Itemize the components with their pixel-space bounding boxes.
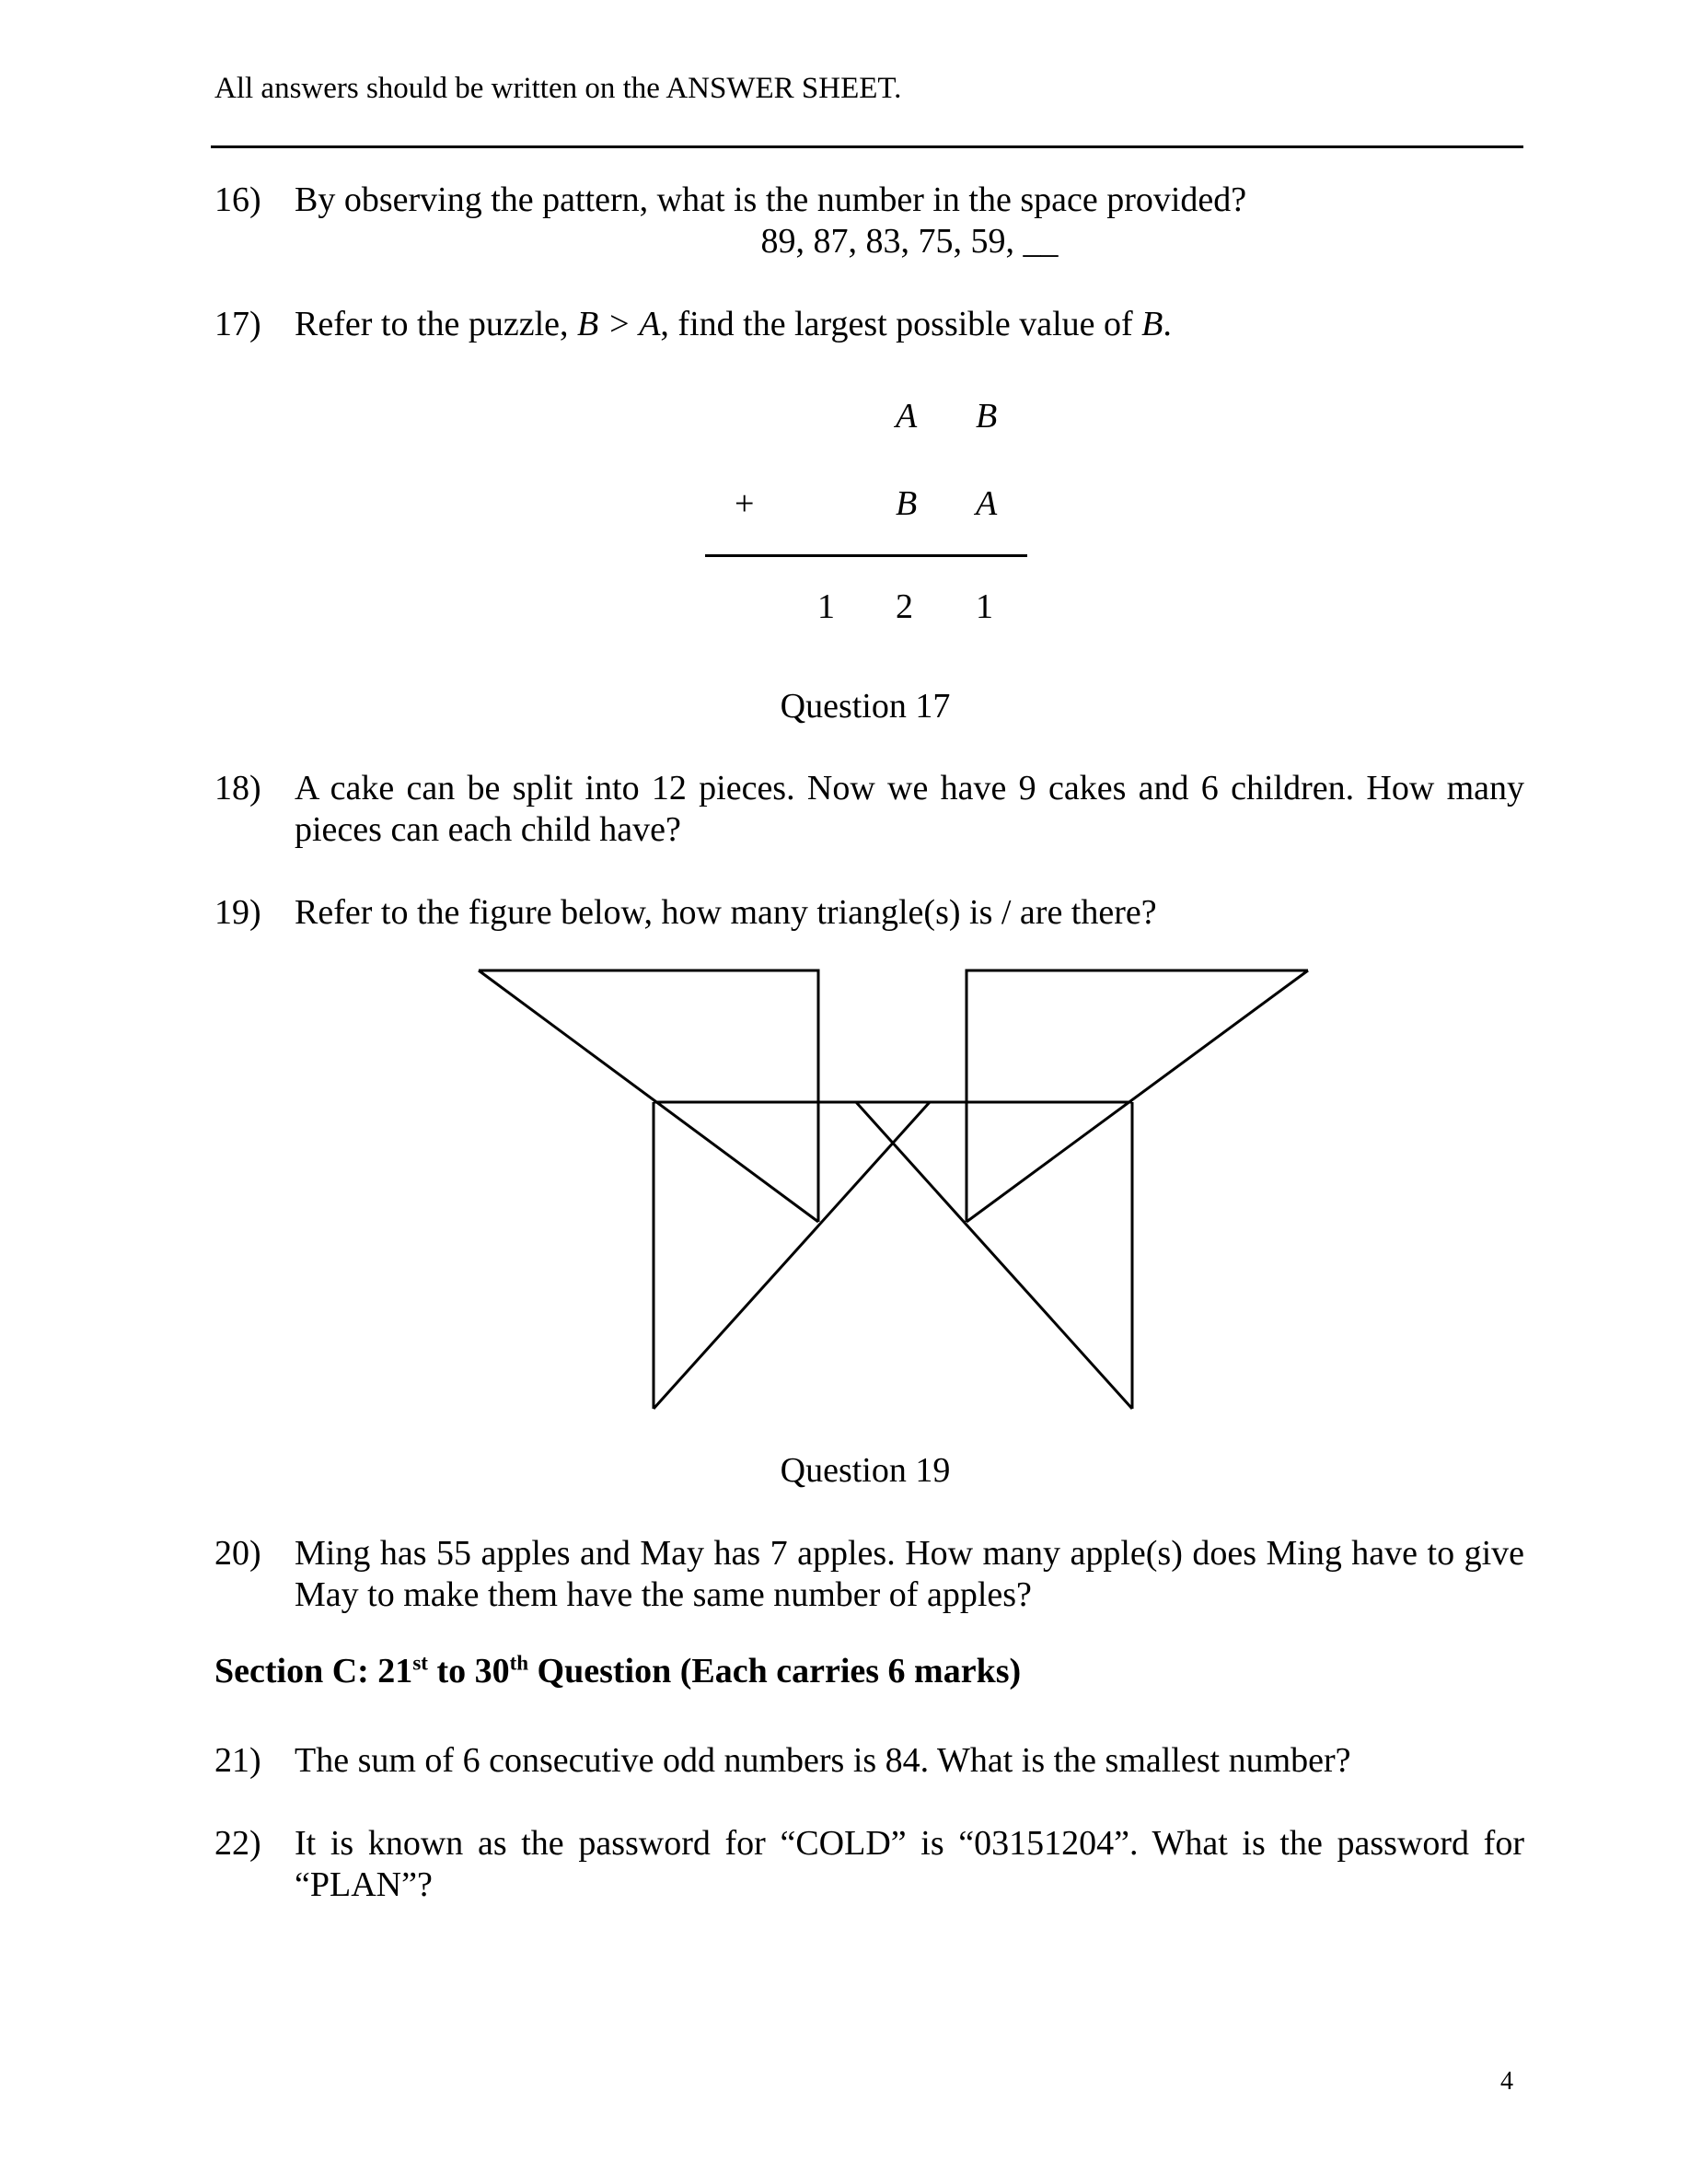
question-number: 16) — [214, 180, 261, 219]
page-header: All answers should be written on the ANSWER SHEET. — [214, 72, 902, 105]
figure-line — [654, 1102, 930, 1409]
puzzle-digit: A — [896, 397, 918, 436]
figure-line — [967, 970, 1308, 1222]
section-text: Question (Each carries 6 marks) — [528, 1652, 1022, 1690]
condition: B > A — [577, 305, 661, 343]
question-text: The sum of 6 consecutive odd numbers is 84. What is the smallest number? — [295, 1741, 1351, 1780]
text-part: , find the largest possible value of — [660, 305, 1142, 343]
text-part: Refer to the puzzle, — [295, 305, 578, 343]
plus-sign: + — [735, 484, 755, 523]
figure-line — [479, 970, 818, 1222]
section-text: Section C: 21 — [214, 1652, 413, 1690]
question-number: 20) — [214, 1534, 261, 1573]
question-text: Refer to the figure below, how many triangle(s) is / are there? — [295, 893, 1157, 932]
figure-line — [856, 1102, 1132, 1409]
puzzle-digit: A — [976, 484, 998, 523]
question-text: It is known as the password for “COLD” is “03151204”. What is the password for “PLAN”? — [295, 1824, 1524, 1904]
section-heading — [214, 1651, 1021, 1691]
page-number: 4 — [1500, 2067, 1513, 2096]
figure-caption: Question 17 — [780, 687, 951, 726]
ordinal-suffix: th — [509, 1651, 529, 1675]
figure-caption: Question 19 — [780, 1451, 951, 1490]
puzzle-digit: 1 — [976, 587, 993, 626]
question-number: 18) — [214, 769, 261, 807]
variable: B — [1141, 305, 1163, 343]
puzzle-digit: 2 — [896, 587, 913, 626]
question-number: 19) — [214, 893, 261, 932]
question-number: 21) — [214, 1741, 261, 1780]
question-text: By observing the pattern, what is the number in the space provided? — [295, 180, 1247, 219]
puzzle-digit: 1 — [817, 587, 835, 626]
puzzle-digit: B — [976, 397, 998, 436]
question-number: 22) — [214, 1824, 261, 1863]
section-text: to 30 — [427, 1652, 510, 1690]
ordinal-suffix: st — [412, 1651, 428, 1675]
number-sequence: 89, 87, 83, 75, 59, __ — [760, 222, 1059, 261]
question-number: 17) — [214, 305, 261, 343]
question-text: A cake can be split into 12 pieces. Now we have 9 cakes and 6 children. How many pieces can each child have? — [295, 769, 1524, 849]
text-part: . — [1163, 305, 1172, 343]
puzzle-digit: B — [896, 484, 918, 523]
question-text: Ming has 55 apples and May has 7 apples. How many apple(s) does Ming have to give May to make them have the same number of apples? — [295, 1534, 1524, 1614]
